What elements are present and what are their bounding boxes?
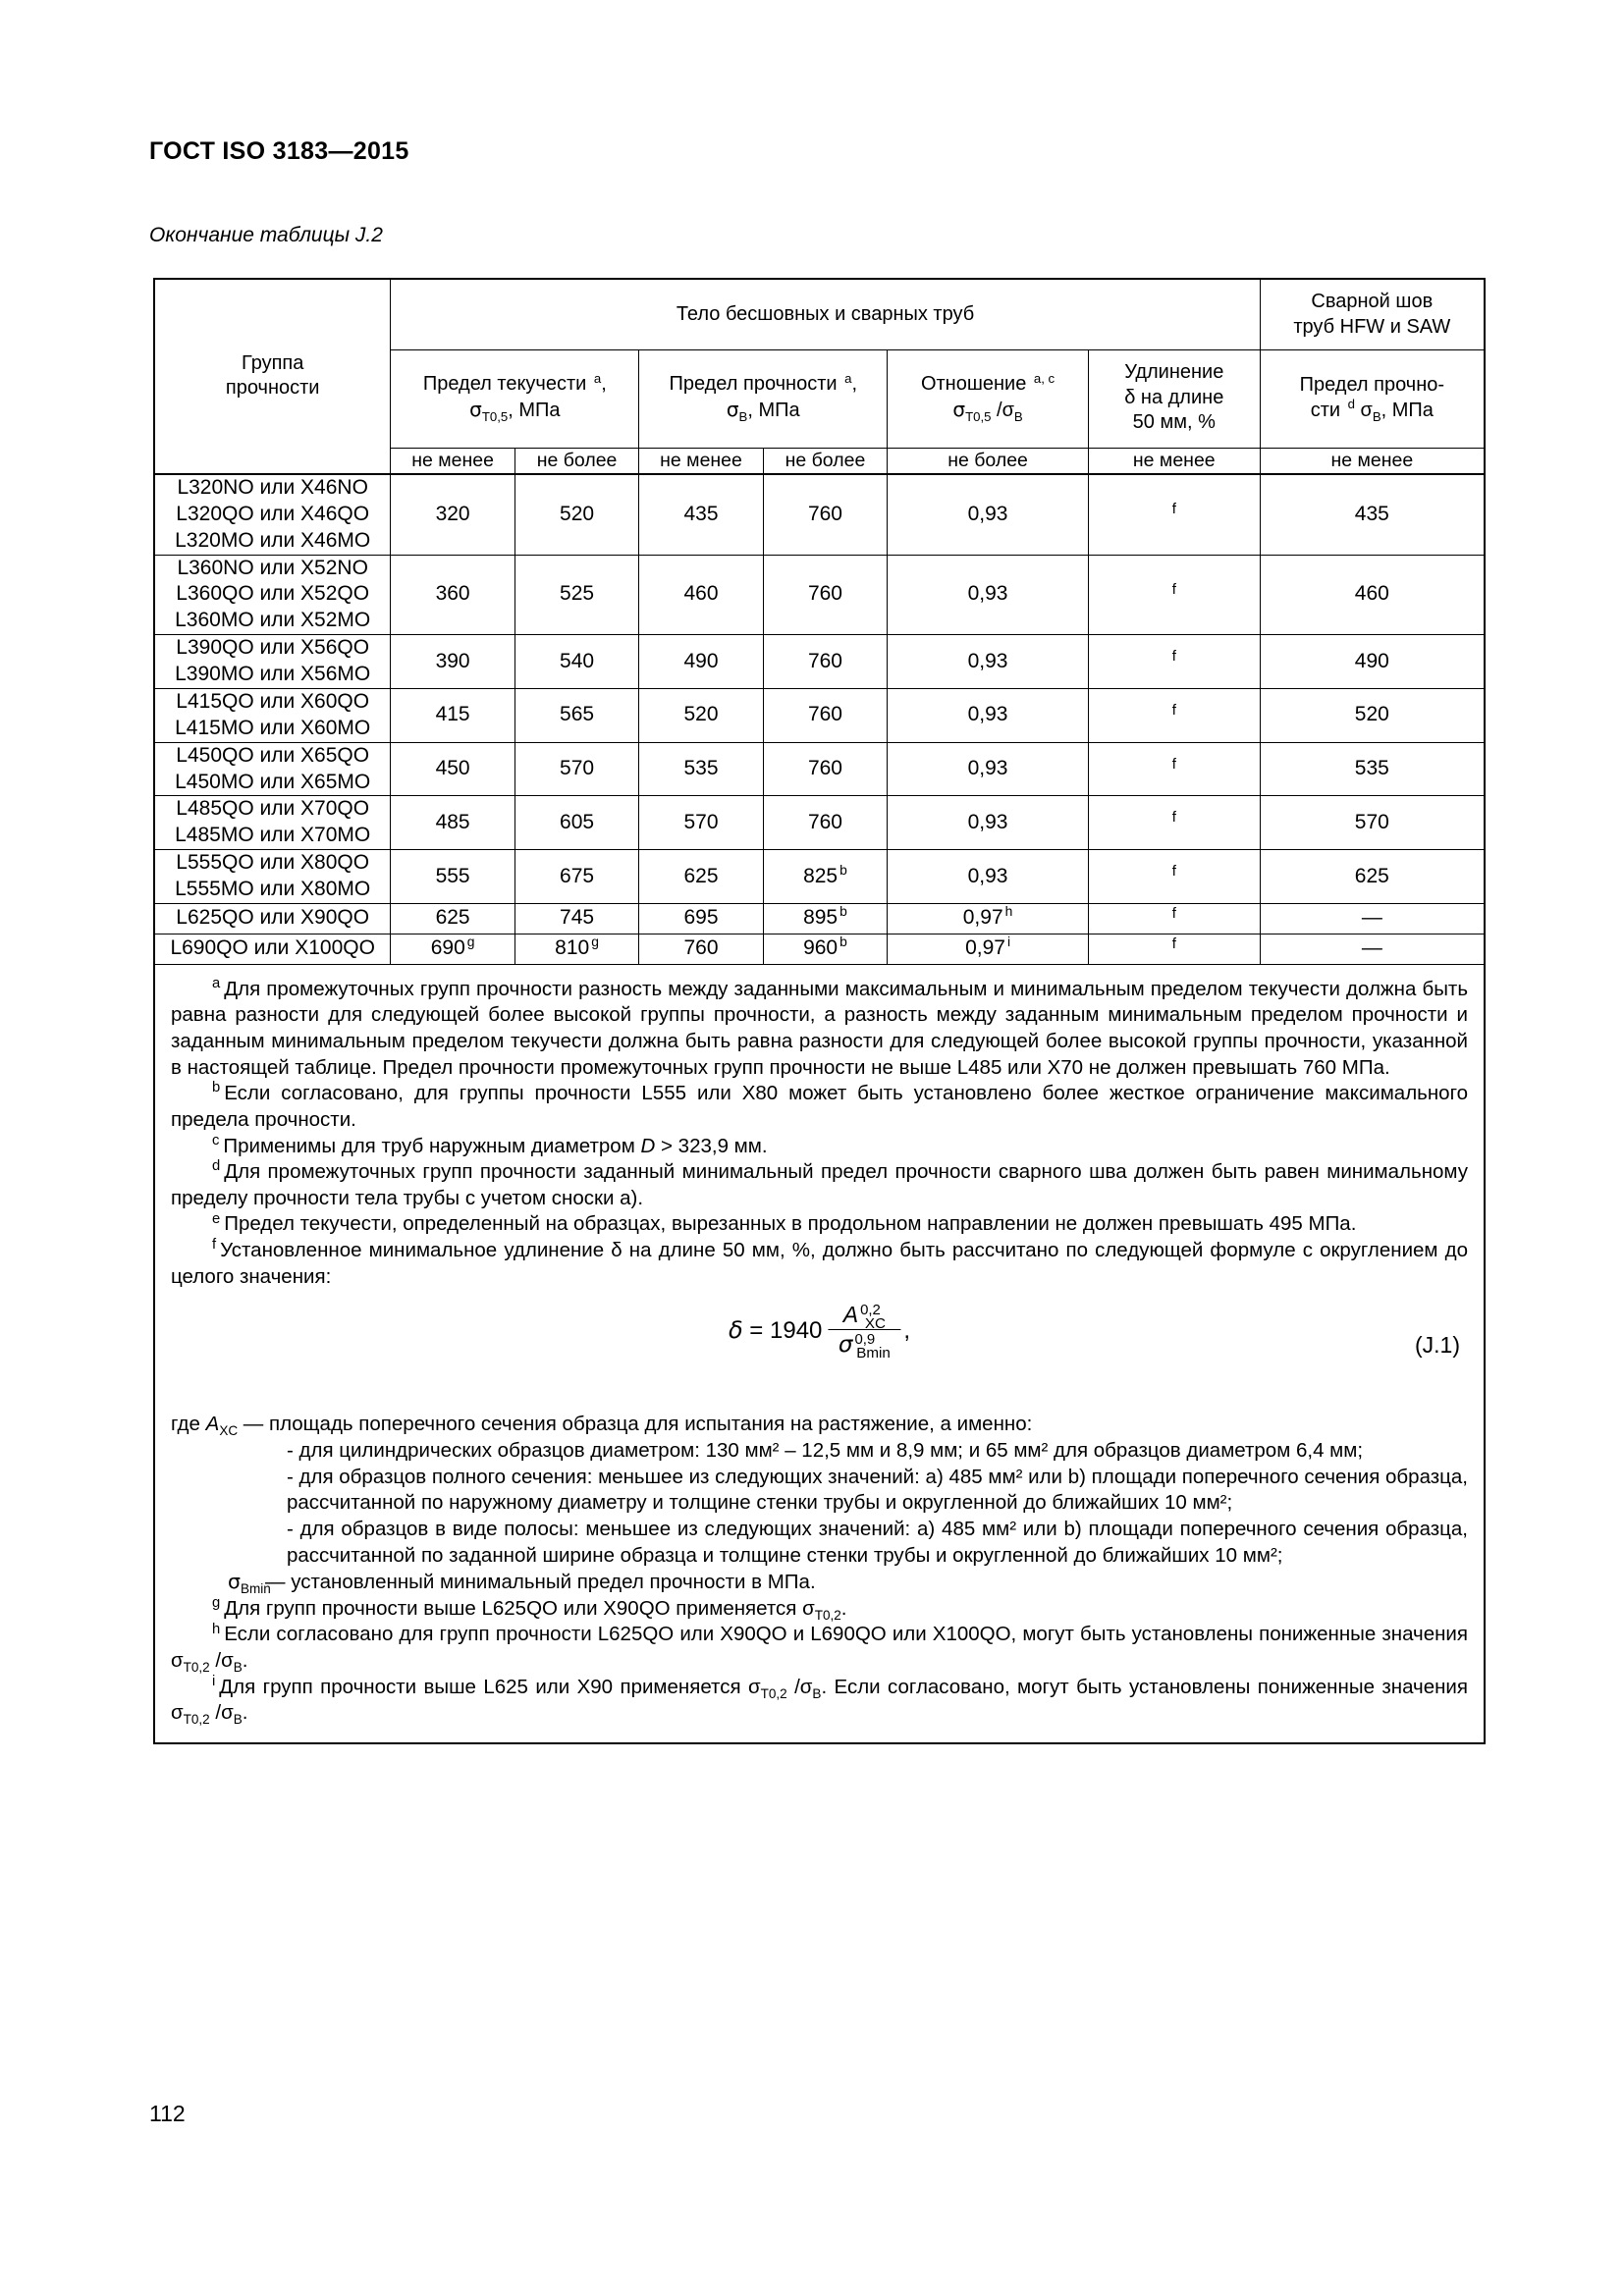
page-number: 112 (149, 2101, 186, 2126)
footnote-ref-a: a (844, 370, 852, 386)
cell-elongation (1088, 635, 1260, 689)
cell-yield-min: 625 (391, 903, 514, 934)
grade-line: L415QO или X60QO (176, 689, 370, 713)
standard-header: ГОСТ ISO 3183—2015 (149, 137, 409, 165)
header-weld-seam-line2: труб HFW и SAW (1293, 315, 1451, 338)
footnote-a: $^a$ Для промежуточных групп прочности разность между заданными максимальным и минимальным пределом текучести должна быть равна разности для следующей более высокой группы прочности, а разность между заданным минимальным пределом прочности и заданным минимальным пределом текучести должна быть равна разности для следующей более высокой группы прочности, указанной в настоящей таблице. Предел прочности промежуточных групп прочности не выше L485 или X70 не должен превышать 760 МПа. (171, 975, 1468, 1079)
footnote-i: $^i$ Для групп прочности выше L625 или X90 применяется $\sigma_{Т0,2}$ $/\sigma_В$. Если согласовано, могут быть установлены пониженные значения $\sigma_{Т0,2}$ $/\sigma_В$. (171, 1673, 1468, 1728)
formula-den-sub: Bmin (856, 1344, 891, 1362)
cell-elongation (1088, 474, 1260, 555)
sigma-b-sub: В (812, 1685, 822, 1701)
cell-yield-max: 570 (514, 742, 638, 796)
header-limit-6: не менее (1260, 448, 1485, 473)
footnote-c: $^c$ Применимы для труб наружным диаметром D > 323,9 мм. (212, 1132, 768, 1157)
cell-yield-max: 525 (514, 555, 638, 635)
grade-line: L485MO или X70MO (175, 824, 371, 847)
header-limit-5: не менее (1088, 448, 1260, 473)
header-weld-seam (1260, 279, 1485, 350)
grade-line: L360NO или X52NO (177, 556, 368, 579)
sigma-t02-sub: Т0,2 (814, 1607, 841, 1623)
header-weld-tensile-line2: сти $^d$ $\sigma_В$, МПа (1310, 396, 1434, 424)
footnote-ref-h: h (1004, 903, 1013, 920)
footnote-h: $^h$ Если согласовано для групп прочности L625QO или X90QO и L690QO или X100QO, могут быть установлены пониженные значения $\sigma_{Т0,2}$ $/\sigma_В$. (171, 1621, 1468, 1676)
cell-tensile-max: 825 $^b$ (763, 850, 887, 904)
sigma-bmin-indent (171, 1569, 271, 1597)
cell-tensile-max: 760 (763, 688, 887, 742)
formula-num-sup: 0,2 (860, 1301, 881, 1318)
footnote-marker-f: f (212, 1237, 217, 1254)
cell-yield-min: 485 (391, 796, 514, 850)
bullet-item-2: - для образцов полного сечения: меньшее из следующих значений: a) 485 мм² или b) площади поперечного сечения образца, рассчитанной по наружному диаметру и толщине стенки трубы и округленной до ближайших 10 мм²; (287, 1465, 1468, 1515)
footnote-ref-b: b (839, 861, 847, 878)
cell-yield-max: 605 (514, 796, 638, 850)
formula-equals: = (749, 1316, 764, 1344)
cell-tensile-min: 625 (639, 850, 763, 904)
cell-elongation (1088, 742, 1260, 796)
cell-yield-max: 540 (514, 635, 638, 689)
header-body-pipes: Тело бесшовных и сварных труб (391, 279, 1260, 350)
cell-yield-min: 555 (391, 850, 514, 904)
bullet-item-3: - для образцов в виде полосы: меньшее из следующих значений: a) 485 мм² или b) площади поперечного сечения образца, рассчитанной по заданной ширине образца и толщине стенки трубы и округленной до ближайших 10 мм²; (287, 1517, 1468, 1567)
cell-ratio: 0,97 $^h$ (888, 903, 1089, 934)
sigma-b-sub: В (233, 1660, 243, 1676)
cell-weld-tensile: — (1260, 934, 1485, 964)
formula-lead (729, 1315, 828, 1346)
footnote-ref-f: f (1171, 863, 1176, 881)
header-elongation (1088, 350, 1260, 449)
cell-weld-tensile: 535 (1260, 742, 1485, 796)
header-yield-strength (391, 350, 639, 449)
cell-elongation (1088, 688, 1260, 742)
header-group-strength (154, 279, 391, 474)
footnote-e: $^e$ Предел текучести, определенный на образцах, вырезанных в продольном направлении не должен превышать 495 МПа. (212, 1210, 1357, 1236)
cell-yield-min: 415 (391, 688, 514, 742)
cell-tensile-min: 535 (639, 742, 763, 796)
header-ratio-line2: $\sigma_{Т0,5}$ $/\sigma_В$ (952, 398, 1023, 425)
cell-tensile-min: 695 (639, 903, 763, 934)
cell-tensile-max: 760 (763, 474, 887, 555)
sigma-symbol: σ (726, 398, 739, 422)
grade-line: L450QO или X65QO (176, 743, 370, 767)
cell-yield-min: 360 (391, 555, 514, 635)
grade-line: L360MO или X52MO (175, 609, 371, 632)
footnote-d: $^d$ Для промежуточных групп прочности заданный минимальный предел прочности сварного шва должен быть равен минимальному пределу прочности тела трубы с учетом сноски a). (171, 1158, 1468, 1209)
formula-numerator (838, 1301, 892, 1332)
footnote-ref-ac: a, c (1033, 370, 1056, 386)
footnote-ref-b: b (839, 903, 847, 920)
sigma-subscript: В (1372, 408, 1381, 424)
footnote-ref-f: f (1171, 934, 1176, 952)
grade-line: L485QO или X70QO (176, 797, 370, 821)
sigma-subscript-2: В (1013, 409, 1023, 425)
cell-tensile-min: 760 (639, 934, 763, 964)
footnote-g: $^g$ Для групп прочности выше L625QO или X90QO применяется $\sigma_{Т0,2}$. (212, 1595, 847, 1623)
symbol-Axc-sub: XC (219, 1423, 239, 1439)
table-row (154, 850, 1485, 904)
footnote-sigma-bmin: $\sigma_{Bmin}—$ установленный минимальный предел прочности в МПа. (171, 1569, 1468, 1596)
cell-elongation (1088, 796, 1260, 850)
header-limit-0: не менее (391, 448, 514, 473)
cell-weld-tensile: 625 (1260, 850, 1485, 904)
cell-elongation (1088, 934, 1260, 964)
cell-weld-tensile: 570 (1260, 796, 1485, 850)
table-J2-container (153, 278, 1486, 1744)
row-grade-cell (154, 635, 391, 689)
formula-coefficient: 1940 (769, 1316, 823, 1344)
cell-yield-max: 520 (514, 474, 638, 555)
sigma-subscript: Т0,5 (965, 409, 992, 425)
cell-yield-min: 450 (391, 742, 514, 796)
cell-tensile-max: 760 (763, 796, 887, 850)
symbol-Axc: A (205, 1413, 220, 1436)
footnote-ref-f: f (1171, 648, 1176, 666)
cell-tensile-max: 760 (763, 742, 887, 796)
footnote-marker-h: h (212, 1621, 221, 1637)
cell-yield-max: 810 $^g$ (514, 934, 638, 964)
cell-weld-tensile: 520 (1260, 688, 1485, 742)
footnote-marker-c: c (212, 1132, 220, 1148)
row-grade-cell (154, 742, 391, 796)
grade-line: L625QO или X90QO (176, 906, 370, 930)
sigma-bmin-sub: Bmin (241, 1581, 271, 1597)
grade-line: L360QO или X52QO (176, 582, 370, 606)
formula-equation-number: (J.1) (1415, 1332, 1460, 1359)
symbol-D: D (640, 1134, 656, 1157)
cell-tensile-max: 960 $^b$ (763, 934, 887, 964)
footnote-ref-d: d (1347, 396, 1355, 411)
row-grade-cell (154, 688, 391, 742)
footnote-ref-f: f (1171, 580, 1176, 598)
formula-comma: , (903, 1316, 911, 1344)
footnote-ref-f: f (1171, 809, 1176, 827)
row-grade-cell (154, 903, 391, 934)
table-footnotes (153, 965, 1486, 1744)
grade-line: L390MO или X56MO (175, 663, 371, 686)
header-limit-4: не более (888, 448, 1089, 473)
table-row (154, 555, 1485, 635)
table-row (154, 903, 1485, 934)
formula-row (171, 1298, 1468, 1408)
sigma-b-sub-2: В (233, 1712, 243, 1728)
grade-line: L320NO или X46NO (177, 475, 368, 499)
table-row (154, 934, 1485, 964)
footnote-ref-a: a (593, 370, 602, 386)
cell-yield-max: 565 (514, 688, 638, 742)
cell-ratio: 0,93 (888, 635, 1089, 689)
formula-den-base: σ (838, 1332, 853, 1359)
sigma-symbol: σ (952, 398, 966, 422)
cell-ratio: 0,93 (888, 474, 1089, 555)
formula-den-sup: 0,9 (854, 1330, 876, 1348)
table-row (154, 796, 1485, 850)
table-caption: Окончание таблицы J.2 (149, 224, 383, 246)
cell-ratio: 0,93 (888, 742, 1089, 796)
footnote-ref-f: f (1171, 501, 1176, 518)
footnote-marker-g: g (212, 1595, 221, 1612)
cell-elongation (1088, 555, 1260, 635)
table-row (154, 474, 1485, 555)
header-tensile-line1: Предел прочности $^a$, (669, 370, 858, 396)
footnote-ref-g: g (591, 934, 599, 950)
table-row (154, 635, 1485, 689)
grade-line: L555MO или X80MO (175, 878, 371, 901)
footnote-marker-a: a (212, 975, 221, 991)
footnote-f: $^f$ Установленное минимальное удлинение δ на длине 50 мм, %, должно быть рассчитано по следующей формуле с округлением до целого значения: (171, 1237, 1468, 1288)
cell-yield-max: 745 (514, 903, 638, 934)
header-tensile-strength (639, 350, 888, 449)
footnote-ref-i: i (1006, 934, 1011, 950)
cell-tensile-min: 460 (639, 555, 763, 635)
header-limit-1: не более (514, 448, 638, 473)
formula-num-sub: XC (864, 1314, 887, 1332)
header-group-strength-line1: Группа (241, 351, 304, 374)
footnote-ref-f: f (1171, 755, 1176, 773)
grade-line: L390QO или X56QO (176, 636, 370, 660)
footnote-marker-b: b (212, 1080, 221, 1096)
footnote-b: $^b$ Если согласовано, для группы прочности L555 или X80 может быть установлено более жесткое ограничение максимального предела прочности. (171, 1080, 1468, 1131)
cell-tensile-min: 520 (639, 688, 763, 742)
cell-tensile-max: 760 (763, 635, 887, 689)
row-grade-cell (154, 796, 391, 850)
cell-yield-min: 390 (391, 635, 514, 689)
table-row (154, 688, 1485, 742)
grade-line: L555QO или X80QO (176, 851, 370, 875)
cell-elongation (1088, 903, 1260, 934)
bullet-item-1: - для цилиндрических образцов диаметром: 130 мм² – 12,5 мм и 8,9 мм; и 65 мм² для образцов диаметром 6,4 мм; (287, 1439, 1364, 1462)
header-yield-line2: $\sigma_{Т0,5}$, МПа (469, 398, 561, 425)
footnote-ref-f: f (1171, 904, 1176, 922)
footnote-ref-b: b (839, 934, 847, 950)
footnote-marker-d: d (212, 1158, 221, 1175)
footnote-ref-f: f (1171, 701, 1176, 719)
cell-weld-tensile: 490 (1260, 635, 1485, 689)
formula-fraction (828, 1301, 900, 1362)
cell-tensile-min: 570 (639, 796, 763, 850)
cell-tensile-min: 435 (639, 474, 763, 555)
header-elongation-line2: δ на длине (1124, 386, 1224, 408)
sigma-subscript: Т0,5 (481, 409, 509, 425)
header-elongation-line1: Удлинение (1124, 361, 1224, 384)
formula-denominator (833, 1330, 896, 1362)
cell-yield-max: 675 (514, 850, 638, 904)
header-elongation-line3: 50 мм, % (1132, 411, 1216, 434)
header-weld-tensile-line1: Предел прочно- (1299, 373, 1445, 396)
header-weld-tensile (1260, 350, 1485, 449)
header-group-strength-line2: прочности (225, 377, 320, 400)
cell-tensile-max: 760 (763, 555, 887, 635)
formula-delta: δ (728, 1315, 743, 1344)
cell-tensile-min: 490 (639, 635, 763, 689)
header-tensile-line2: $\sigma_В$, МПа (726, 398, 800, 425)
sigma-symbol: σ (469, 398, 482, 422)
header-weld-seam-line1: Сварной шов (1311, 291, 1434, 312)
cell-ratio: 0,97 $^i$ (888, 934, 1089, 964)
footnote-where: где $A_{XC}$ — площадь поперечного сечения образца для испытания на растяжение, а именно: (171, 1413, 1033, 1439)
row-grade-cell (154, 474, 391, 555)
cell-tensile-max: 895 $^b$ (763, 903, 887, 934)
formula-J1 (728, 1301, 911, 1362)
formula-num-base: A (842, 1302, 859, 1328)
sigma-t02-sub: Т0,2 (183, 1660, 210, 1676)
header-ratio (888, 350, 1089, 449)
table-row (154, 742, 1485, 796)
header-yield-line1: Предел текучести $^a$, (422, 370, 607, 396)
footnote-marker-e: e (212, 1210, 221, 1227)
header-limit-3: не более (763, 448, 887, 473)
cell-weld-tensile: 460 (1260, 555, 1485, 635)
header-ratio-line1: Отношение $^{a, c}$ (920, 370, 1056, 396)
cell-elongation (1088, 850, 1260, 904)
footnote-marker-i: i (212, 1673, 216, 1689)
mechanical-properties-table (153, 278, 1486, 965)
cell-ratio: 0,93 (888, 850, 1089, 904)
sigma-subscript: В (738, 409, 748, 425)
cell-ratio: 0,93 (888, 555, 1089, 635)
cell-ratio: 0,93 (888, 796, 1089, 850)
sigma-t02-sub-2: Т0,2 (183, 1712, 210, 1728)
grade-line: L320MO или X46MO (175, 528, 371, 552)
cell-weld-tensile: — (1260, 903, 1485, 934)
cell-ratio: 0,93 (888, 688, 1089, 742)
row-grade-cell (154, 934, 391, 964)
sigma-bmin: σ (228, 1570, 241, 1594)
grade-line: L415MO или X60MO (175, 716, 371, 739)
grade-line: L320QO или X46QO (176, 502, 370, 525)
row-grade-cell (154, 850, 391, 904)
cell-yield-min: 320 (391, 474, 514, 555)
sigma-t02-sub: Т0,2 (760, 1685, 787, 1701)
header-limit-2: не менее (639, 448, 763, 473)
grade-line: L690QO или X100QO (170, 936, 375, 960)
row-grade-cell (154, 555, 391, 635)
footnote-ref-g: g (466, 934, 475, 950)
cell-weld-tensile: 435 (1260, 474, 1485, 555)
cell-yield-min: 690 $^g$ (391, 934, 514, 964)
grade-line: L450MO или X65MO (175, 770, 371, 793)
